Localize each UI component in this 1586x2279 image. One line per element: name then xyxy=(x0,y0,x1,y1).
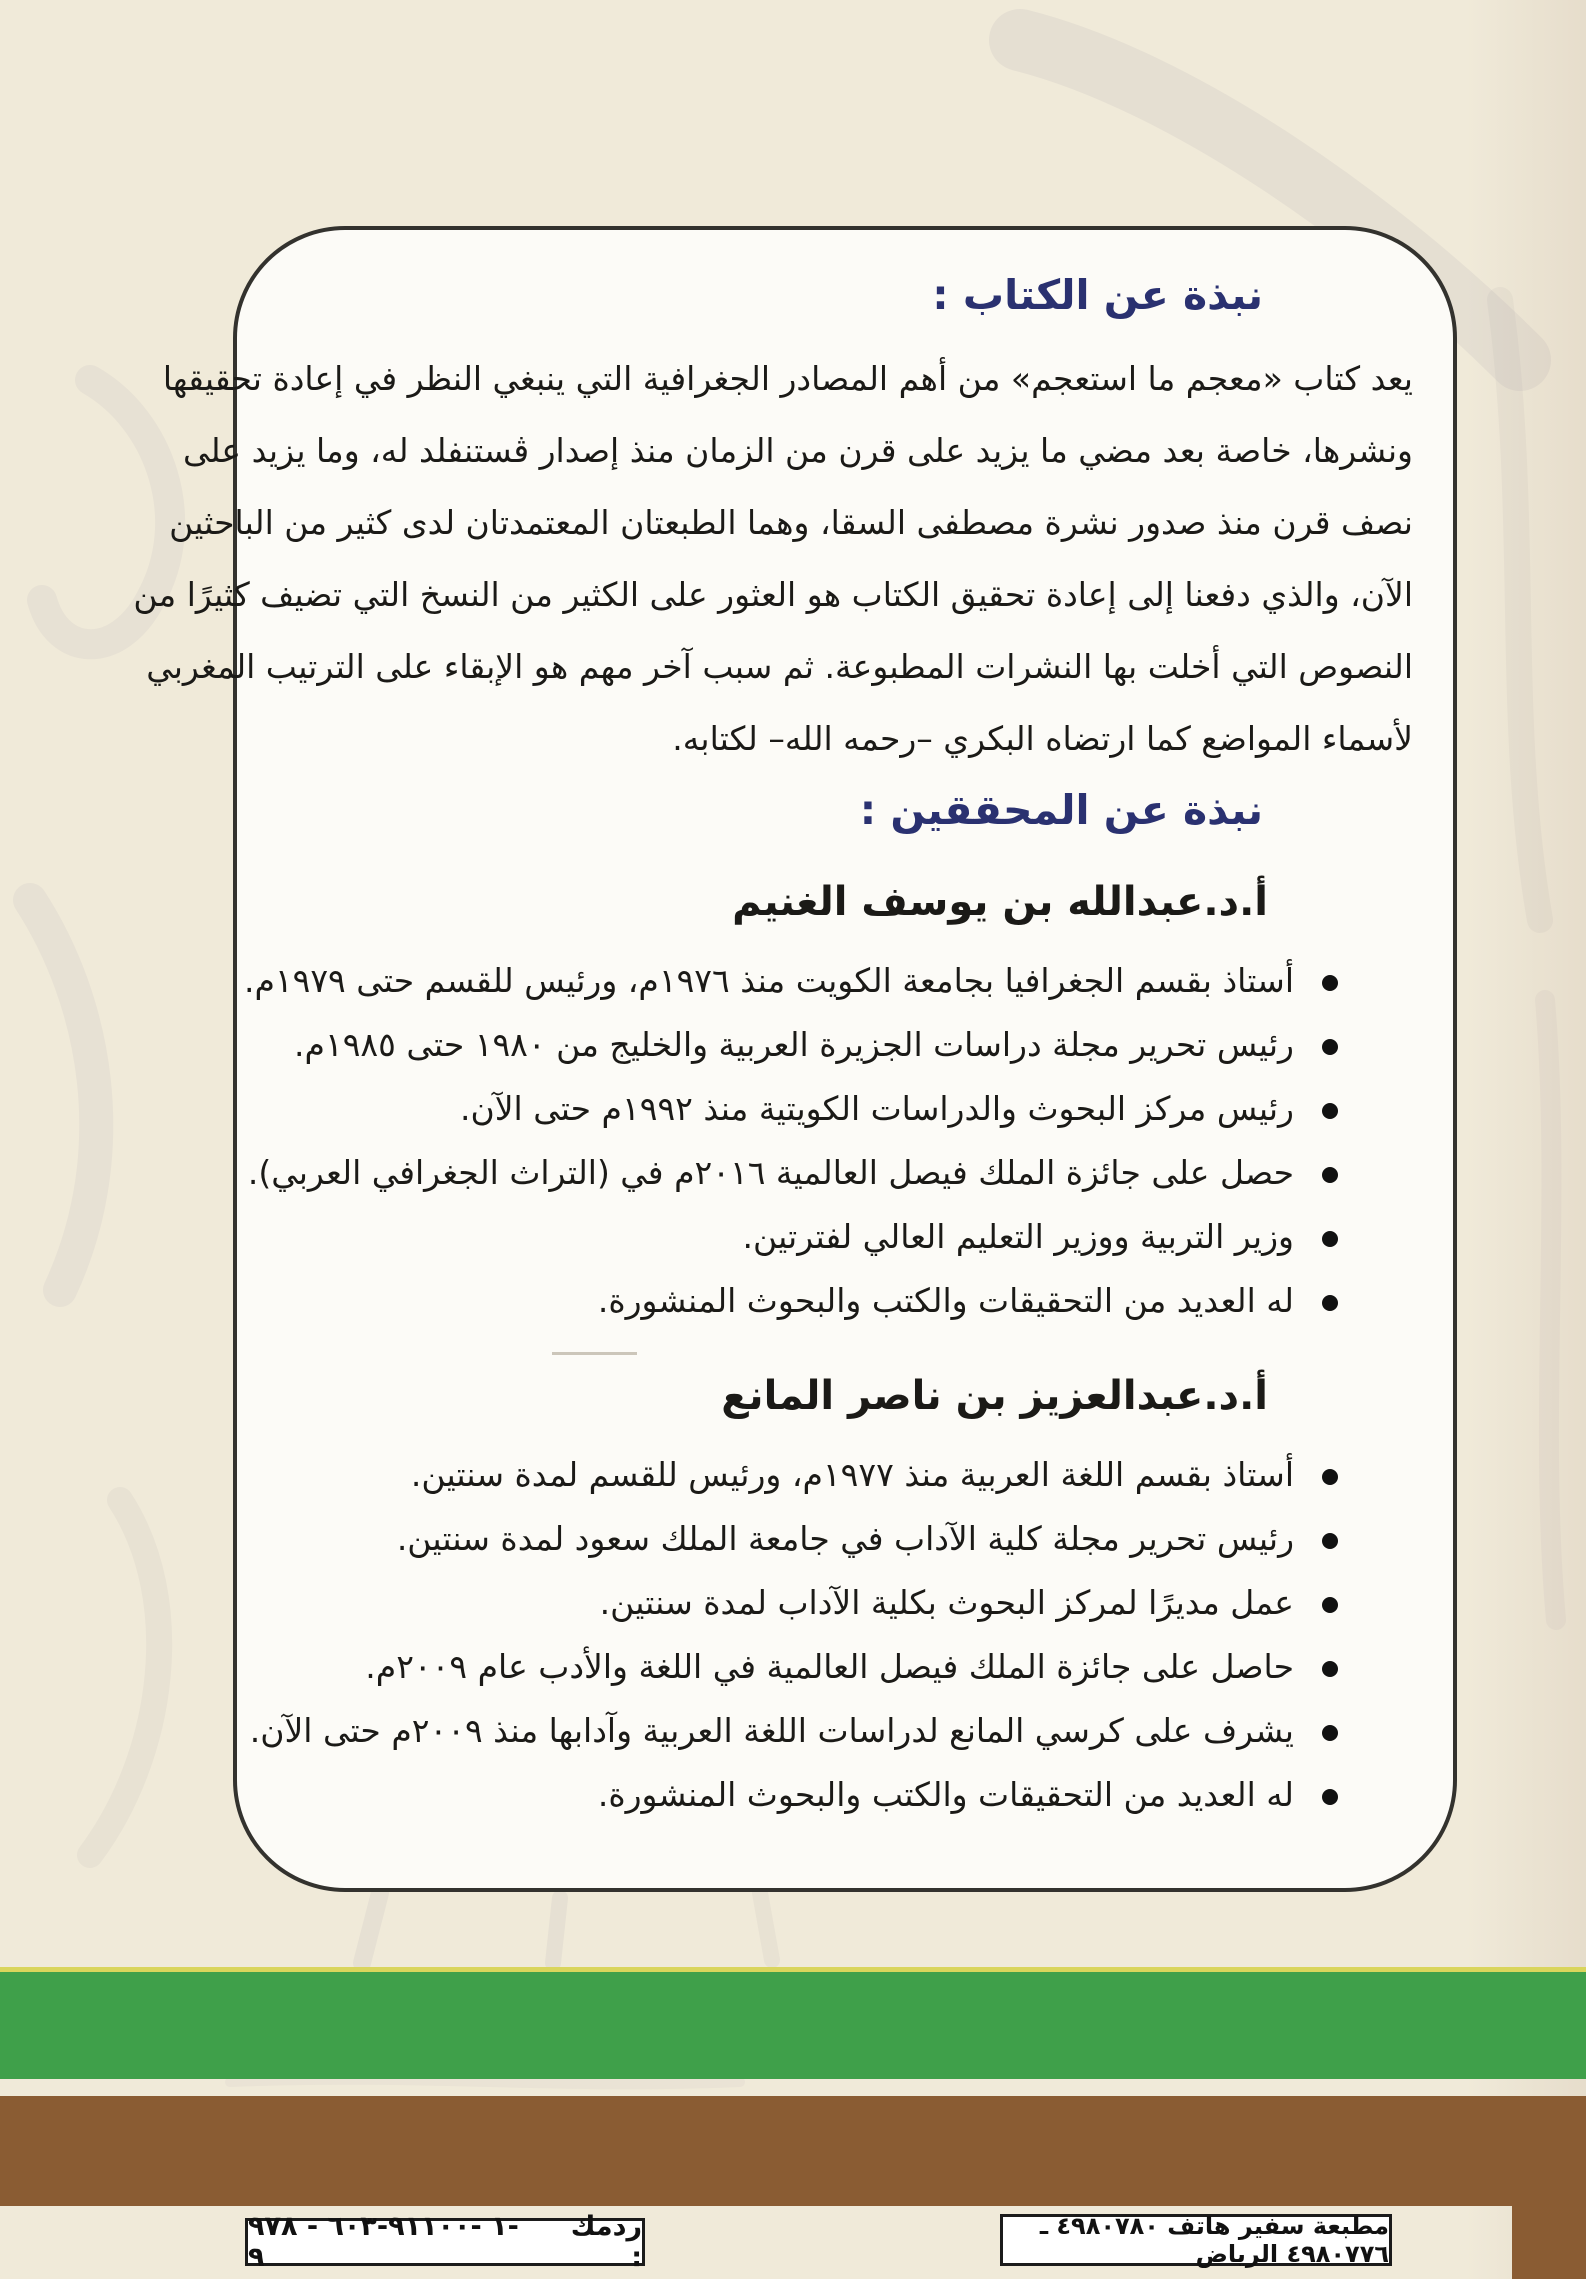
bullet-text: له العديد من التحقيقات والكتب والبحوث المنشورة. xyxy=(597,1280,1294,1320)
bullet-dot-icon xyxy=(1322,1725,1338,1741)
isbn-box xyxy=(245,2211,645,2273)
bullet-item xyxy=(243,951,1338,1011)
bullet-item xyxy=(277,1509,1338,1569)
bullet-item xyxy=(277,1765,1338,1825)
bullet-text: أستاذ بقسم اللغة العربية منذ ١٩٧٧م، ورئيس للقسم لمدة سنتين. xyxy=(410,1454,1294,1494)
section-divider-dash xyxy=(552,1352,637,1355)
paragraph-line: ونشرها، خاصة بعد مضي ما يزيد على قرن من الزمان منذ إصدار ڤستنفلد له، وما يزيد على xyxy=(183,431,1413,471)
bullet-item xyxy=(247,1143,1338,1203)
editor-name: أ.د.عبدالله بن يوسف الغنيم xyxy=(732,878,1268,925)
brown-band-right-edge xyxy=(1512,2096,1586,2279)
summary-box xyxy=(133,226,1457,1892)
bullet-text: عمل مديرًا لمركز البحوث بكلية الآداب لمدة سنتين. xyxy=(599,1582,1294,1622)
bullet-item xyxy=(277,1079,1338,1139)
bullet-text: له العديد من التحقيقات والكتب والبحوث المنشورة. xyxy=(597,1774,1294,1814)
bullet-dot-icon xyxy=(1322,1039,1338,1055)
about-book-paragraph xyxy=(133,343,1413,775)
bullet-dot-icon xyxy=(1322,1469,1338,1485)
bullet-item xyxy=(277,1015,1338,1075)
brown-band xyxy=(0,2096,1586,2206)
bullet-item xyxy=(277,1445,1338,1505)
bullet-text: يشرف على كرسي المانع لدراسات اللغة العربية وآدابها منذ ٢٠٠٩م حتى الآن. xyxy=(249,1710,1294,1750)
paragraph-line: النصوص التي أخلت بها النشرات المطبوعة. ثم سبب آخر مهم هو الإبقاء على الترتيب المغربي xyxy=(146,647,1413,687)
isbn-number: ٩٧٨ - ٦٠٣-٩١١٠٠- ١- ٩ xyxy=(248,2211,519,2273)
about-book-heading: نبذة عن الكتاب : xyxy=(932,271,1263,319)
bullet-dot-icon xyxy=(1322,1661,1338,1677)
paragraph-line: نصف قرن منذ صدور نشرة مصطفى السقا، وهما الطبعتان المعتمدتان لدى كثير من الباحثين xyxy=(169,503,1413,543)
bullet-text: حصل على جائزة الملك فيصل العالمية ٢٠١٦م في (التراث الجغرافي العربي). xyxy=(247,1152,1294,1192)
bullet-item xyxy=(277,1207,1338,1267)
bullet-dot-icon xyxy=(1322,1295,1338,1311)
bullet-text: وزير التربية ووزير التعليم العالي لفترتين. xyxy=(742,1216,1294,1256)
green-band xyxy=(0,1967,1586,2079)
bullet-dot-icon xyxy=(1322,1789,1338,1805)
bullet-text: رئيس تحرير مجلة دراسات الجزيرة العربية والخليج من ١٩٨٠ حتى ١٩٨٥م. xyxy=(294,1024,1294,1064)
bullet-dot-icon xyxy=(1322,1231,1338,1247)
bullet-dot-icon xyxy=(1322,1103,1338,1119)
bullet-item xyxy=(249,1701,1338,1761)
printer-box xyxy=(1000,2214,1392,2266)
bullet-dot-icon xyxy=(1322,1533,1338,1549)
bullet-text: رئيس تحرير مجلة كلية الآداب في جامعة الملك سعود لمدة سنتين. xyxy=(396,1518,1294,1558)
editor-bullets xyxy=(249,1445,1413,1825)
paragraph-line: يعد كتاب «معجم ما استعجم» من أهم المصادر الجغرافية التي ينبغي النظر في إعادة تحقيقها xyxy=(162,359,1413,399)
bullet-dot-icon xyxy=(1322,975,1338,991)
bullet-item xyxy=(277,1637,1338,1697)
editors-list xyxy=(243,877,1413,1825)
bullet-text: أستاذ بقسم الجغرافيا بجامعة الكويت منذ ١٩٧٦م، ورئيس للقسم حتى ١٩٧٩م. xyxy=(243,960,1294,1000)
bullet-item xyxy=(277,1271,1338,1331)
about-editors-heading: نبذة عن المحققين : xyxy=(859,786,1263,835)
editor-name: أ.د.عبدالعزيز بن ناصر المانع xyxy=(721,1372,1268,1419)
bullet-item xyxy=(277,1573,1338,1633)
paragraph-line: الآن، والذي دفعنا إلى إعادة تحقيق الكتاب هو العثور على الكثير من النسخ التي تضيف كثيرًا من xyxy=(133,575,1413,615)
editor-bullets xyxy=(243,951,1413,1331)
isbn-label: ردمك : xyxy=(570,2211,642,2273)
printer-text: مطبعة سفير هاتف ٤٩٨٠٧٨٠ ـ ٤٩٨٠٧٧٦ الرياض xyxy=(1039,2212,1389,2268)
paragraph-line: لأسماء المواضع كما ارتضاه البكري –رحمه الله– لكتابه. xyxy=(672,719,1413,759)
bullet-text: حاصل على جائزة الملك فيصل العالمية في اللغة والأدب عام ٢٠٠٩م. xyxy=(365,1646,1294,1686)
bullet-text: رئيس مركز البحوث والدراسات الكويتية منذ ١٩٩٢م حتى الآن. xyxy=(460,1088,1294,1128)
bullet-dot-icon xyxy=(1322,1597,1338,1613)
bullet-dot-icon xyxy=(1322,1167,1338,1183)
